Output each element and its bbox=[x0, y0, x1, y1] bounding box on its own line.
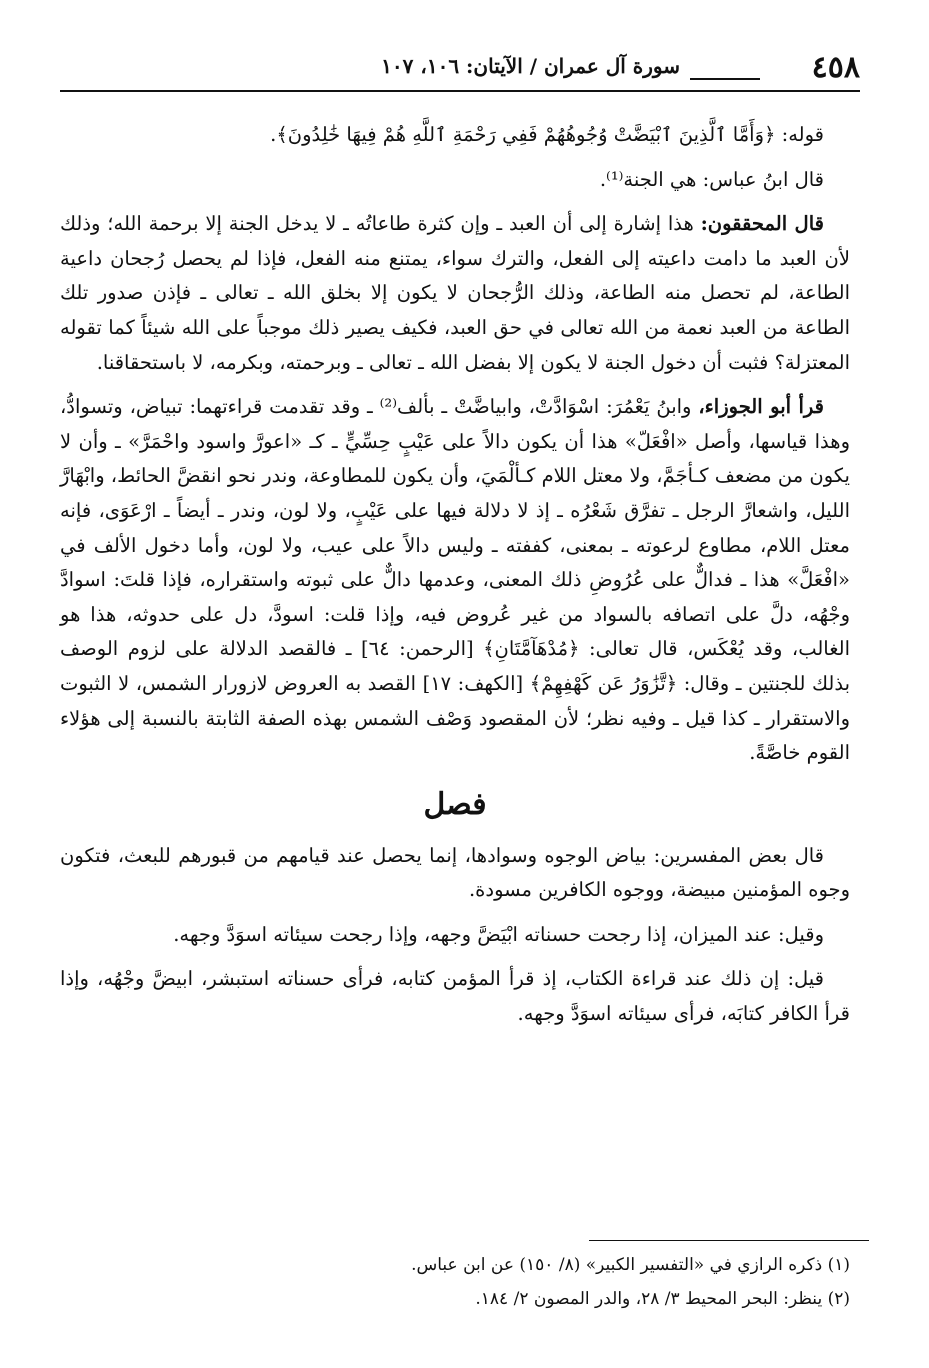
main-text bbox=[60, 118, 850, 1042]
paragraph-ibn-abbas bbox=[60, 163, 850, 198]
section-paragraph: قيل: إن ذلك عند قراءة الكتاب، إذ قرأ المؤمن كتابه، فرأى حسناته استبشر، ابيضَّ وجْهُه، وإذا قرأ الكافر كتابَه، فرأى سيئاته اسوَدَّ وجهه. bbox=[60, 967, 850, 1026]
footnotes bbox=[60, 1248, 850, 1316]
running-title: سورة آل عمران / الآيتان: ١٠٦، ١٠٧ bbox=[381, 54, 680, 78]
paragraph-text: هذا إشارة إلى أن العبد ـ وإن كثرة طاعاتُه ـ لا يدخل الجنة إلا برحمة الله؛ وذلك لأن العبد ما دامت داعيته إلى الفعل، والترك سواء، يمتنع منه الفعل، فإذا لم يحصل رُجحان داعية الطاعة، لم تحصل منه الطاعة، وذلك الرُّجحان لا يكون إلا بخلق الله ـ تعالى ـ فإذن صدور تلك الطاعة من العبد نعمة من الله تعالى في حق العبد، فكيف يصير ذلك موجباً على الله شيئاً كما تقوله المعتزلة؟ فثبت أن دخول الجنة لا يكون إلا بفضل الله ـ تعالى ـ وبرحمته، وبكرمه، لا باستحقاقنا. bbox=[60, 212, 850, 374]
paragraph-muhaqqiqun bbox=[60, 207, 850, 380]
section-paragraph: وقيل: عند الميزان، إذا رجحت حسناته ابْيَضَّ وجهه، وإذا رجحت سيئاته اسوَدَّ وجهه. bbox=[173, 922, 824, 946]
paragraph-text: وابنُ يَعْمُرَ: اسْوَادَّتْ، وابياضَّتْ ـ بألف⁽²⁾ ـ وقد تقدمت قراءتهما: تبياض، وتسوادُّ، وهذا قياسها، وأصل «افْعَلّ» هذا أن يكون دالاً على عَيْبٍ حِسِّيٍّ ـ كـ «اعورَّ واسود واحْمَرَّ» ـ وأن لا يكون من مضعف كـأجَمَّ، ولا معتل اللام كـألْمَيَ، وأن يكون للمطاوعة، وندر نحو انقضَّ الحائط، وابْهَارَّ الليل، واشعارَّ الرجل ـ تفرَّق شَعْرُه ـ إذ لا دلالة فيها على عَيْبٍ، ولا لون، وندر ـ أيضاً ـ ارْعَوَى، فإنه معتل اللام، مطاوع لرعوته ـ بمعنى، كففته ـ وليس دالاً على عيب، ولا لون، وأما دخول الألف في «افْعَلَّ» هذا ـ فدالٌّ على عُرُوضِ ذلك المعنى، وعدمها دالٌّ على ثبوته واستقراره، فإذا قلتَ: اسوادَّ وجْهُه، دلَّ على اتصافه بالسواد من غير عُروض فيه، وإذا قلت: اسودَّ، دل على حدوثه، هذا هو الغالب، وقد يُعْكَس، قال تعالى: ﴿مُدْهَآمَّتَانِ﴾ [الرحمن: ٦٤] ـ فالقصد الدلالة على لزوم الوصف بذلك للجنتين ـ وقال: ﴿تَّزَٰوَرُ عَن كَهْفِهِمْ﴾ [الكهف: ١٧] القصد به العروض لازورار الشمس، لا الثبوت والاستقرار ـ كذا قيل ـ وفيه نظر؛ لأن المقصود وَصْف الشمس بهذه الصفة الثابتة بالنسبة إلى هؤلاء القوم خاصَّةً. bbox=[60, 395, 850, 765]
paragraph-text: قوله: ﴿وَأَمَّا ٱلَّذِينَ ٱبْيَضَّتْ وُجُوهُهُمْ فَفِي رَحْمَةِ ٱللَّهِ هُمْ فِيهَا خَٰلِدُونَ﴾. bbox=[270, 123, 824, 146]
header-underline bbox=[60, 90, 860, 92]
paragraph-text: قال ابنُ عباس: هي الجنة⁽¹⁾. bbox=[599, 167, 824, 191]
paragraph-lead: قرأ أبو الجوزاء، bbox=[698, 395, 824, 419]
footnote-separator bbox=[589, 1240, 869, 1241]
section-heading: فصل bbox=[423, 786, 487, 822]
paragraph-quote bbox=[60, 118, 850, 153]
paragraph-lead: قال المحققون: bbox=[700, 212, 824, 236]
header-rule bbox=[690, 78, 760, 80]
page-number: ٤٥٨ bbox=[811, 50, 860, 85]
page-header bbox=[60, 48, 860, 88]
footnote: (١) ذكره الرازي في «التفسير الكبير» (٨/ ١٥٠) عن ابن عباس. bbox=[411, 1255, 850, 1275]
paragraph-qiraat bbox=[60, 390, 850, 771]
section-paragraph: قال بعض المفسرين: بياض الوجوه وسوادها، إنما يحصل عند قيامهم من قبورهم للبعث، فتكون وجوه المؤمنين مبيضة، ووجوه الكافرين مسودة. bbox=[60, 843, 850, 902]
footnote: (٢) ينظر: البحر المحيط ٣/ ٢٨، والدر المصون ٢/ ١٨٤. bbox=[475, 1289, 850, 1309]
